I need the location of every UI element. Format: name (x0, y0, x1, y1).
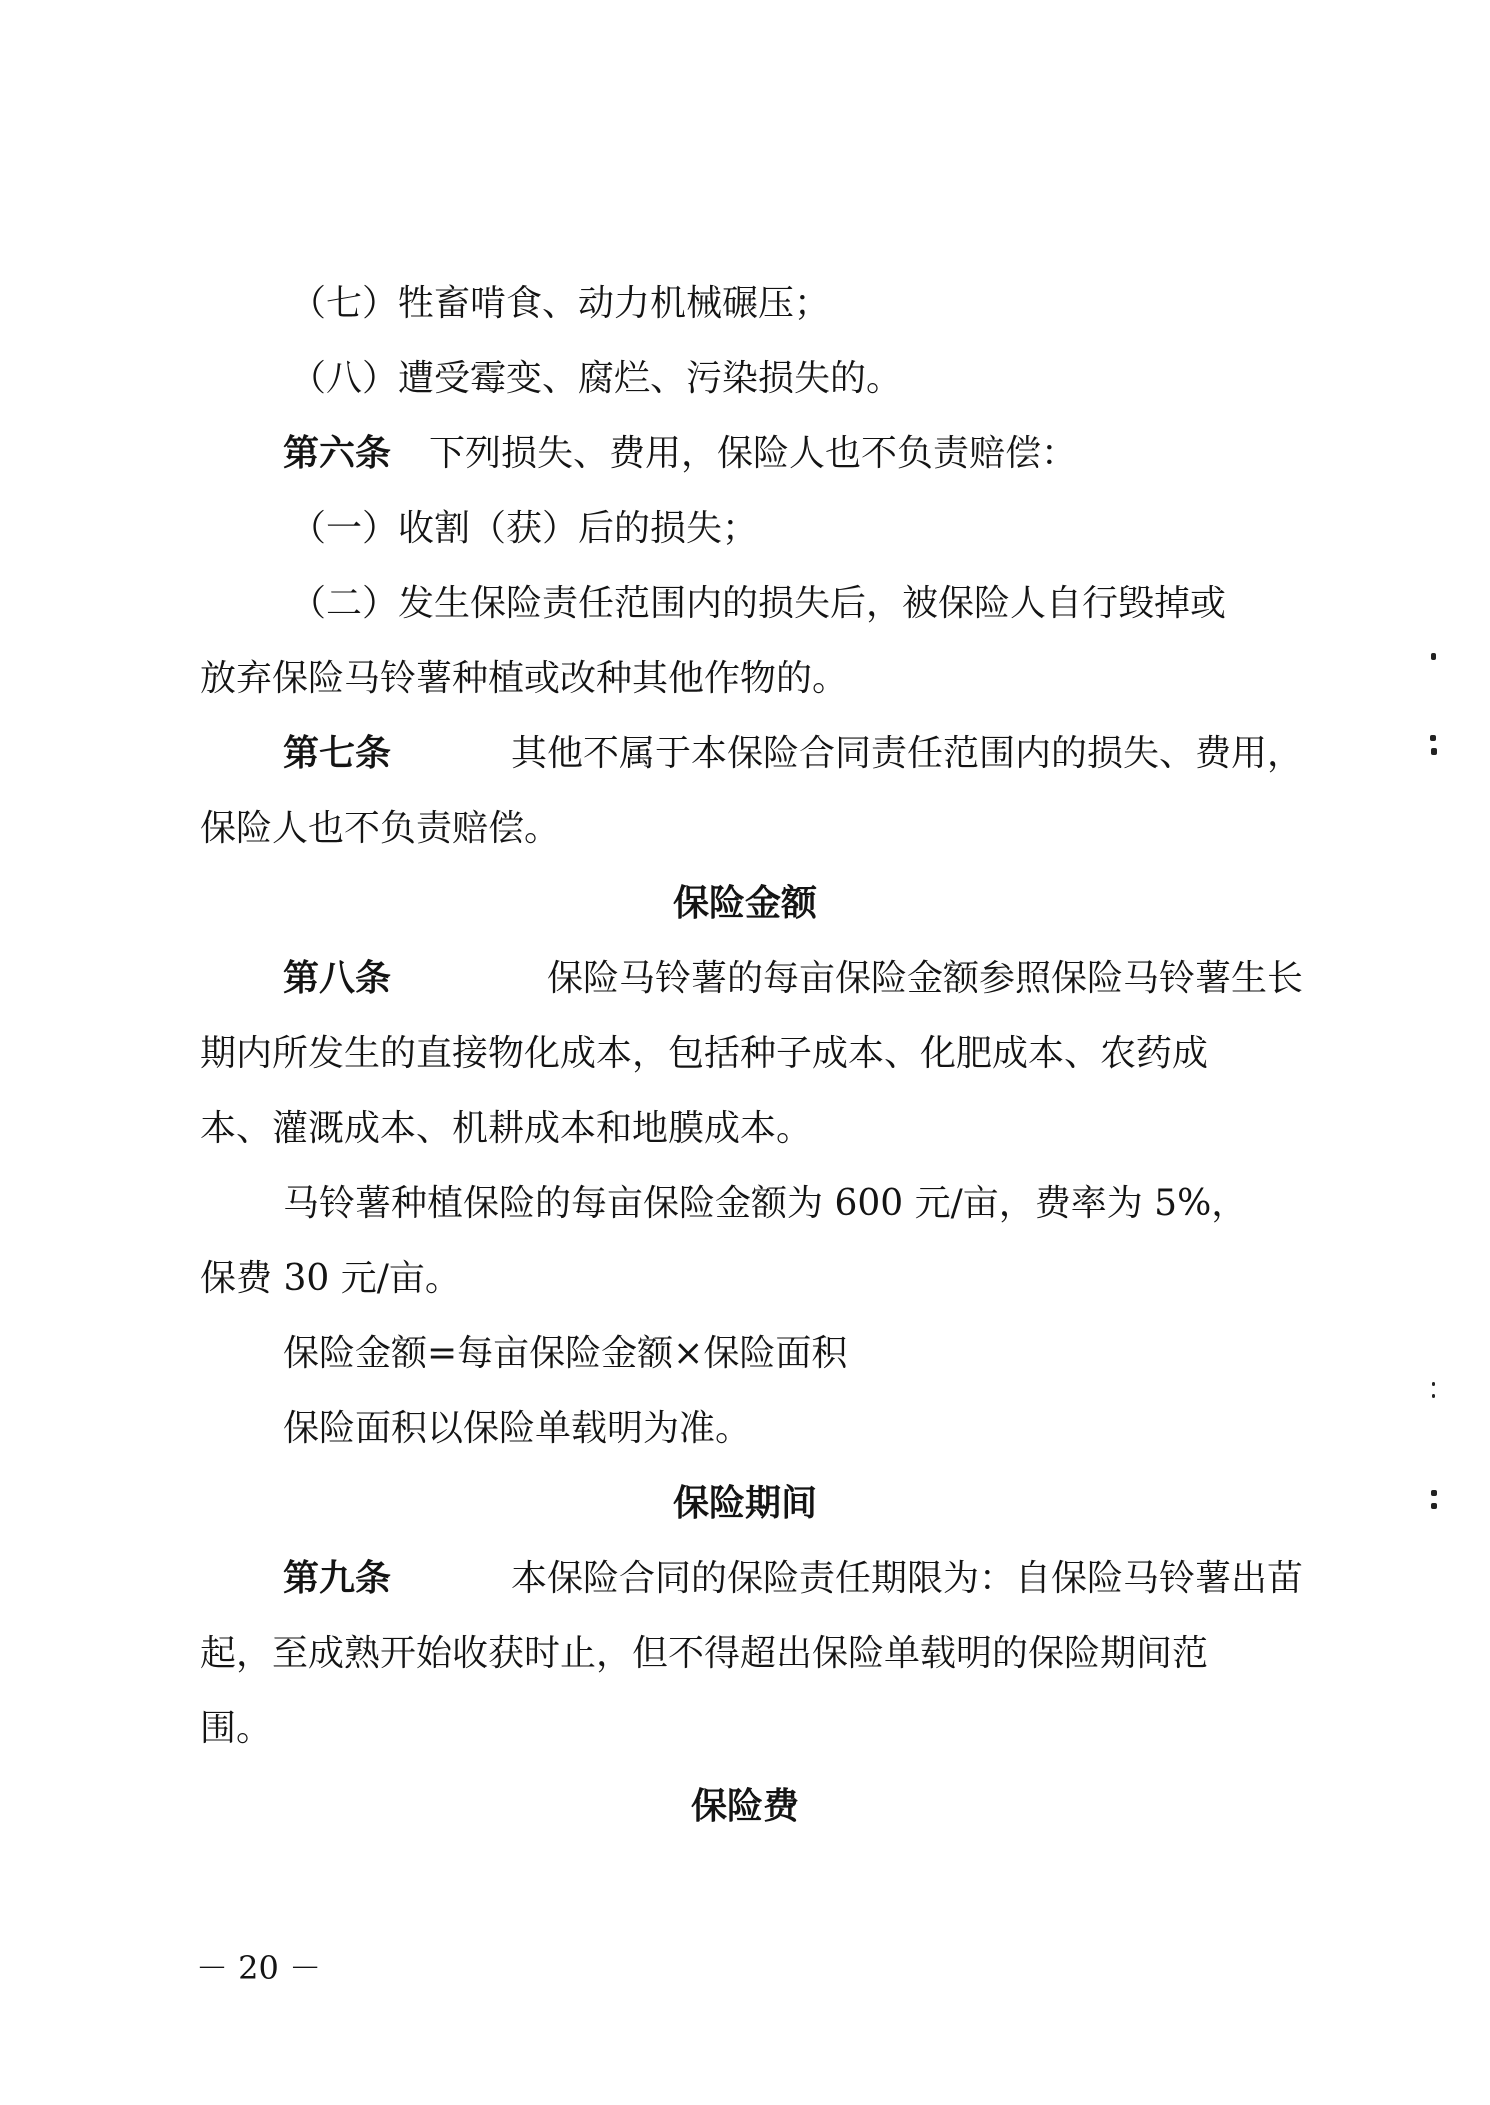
scan-mark (1431, 1490, 1437, 1496)
scan-mark (1430, 735, 1436, 741)
scan-mark (1432, 1382, 1435, 1386)
page-number: － 20 － (196, 1949, 322, 1987)
article-9-label: 第九条 (283, 1558, 392, 1599)
article-9-first-line (283, 1557, 1303, 1601)
insured-area-note: 保险面积以保险单载明为准。 (283, 1408, 752, 1449)
article-9-line-1: 本保险合同的保险责任期限为：自保险马铃薯出苗 (510, 1558, 1303, 1599)
article-9-line-3: 围。 (200, 1708, 273, 1749)
scan-mark (1432, 1394, 1435, 1398)
scan-mark (1431, 748, 1437, 755)
item-seven: （七）牲畜啃食、动力机械碾压； (290, 283, 831, 324)
scan-mark (1431, 653, 1436, 660)
article-6-first-line (283, 432, 1077, 476)
article-6-text: 下列损失、费用，保险人也不负责赔偿： (429, 433, 1078, 474)
article-8-line-3: 本、灌溉成本、机耕成本和地膜成本。 (200, 1108, 813, 1149)
section-heading-premium: 保险费 (690, 1786, 799, 1827)
section-heading-period: 保险期间 (672, 1483, 817, 1524)
article-6-item-1: （一）收割（获）后的损失； (290, 508, 759, 549)
sum-insured-formula: 保险金额=每亩保险金额×保险面积 (283, 1333, 848, 1374)
article-7-line-2: 保险人也不负责赔偿。 (200, 808, 561, 849)
article-6-label: 第六条 (283, 433, 392, 474)
section-heading-sum-insured: 保险金额 (672, 883, 817, 924)
article-7-line-1: 其他不属于本保险合同责任范围内的损失、费用， (510, 733, 1303, 774)
article-6-item-2-line-1: （二）发生保险责任范围内的损失后，被保险人自行毁掉或 (290, 583, 1227, 624)
article-8-line-1: 保险马铃薯的每亩保险金额参照保险马铃薯生长 (546, 958, 1303, 999)
article-6-item-2-line-2: 放弃保险马铃薯种植或改种其他作物的。 (200, 658, 849, 699)
article-7-first-line (283, 732, 1303, 776)
article-8-line-2: 期内所发生的直接物化成本，包括种子成本、化肥成本、农药成 (200, 1033, 1209, 1074)
article-7-label: 第七条 (283, 733, 392, 774)
article-8-paragraph-2-line-2: 保费 30 元/亩。 (200, 1258, 461, 1299)
article-8-paragraph-2-line-1: 马铃薯种植保险的每亩保险金额为 600 元/亩，费率为 5%， (283, 1183, 1248, 1224)
article-8-label: 第八条 (283, 958, 392, 999)
article-8-first-line (283, 957, 1303, 1001)
item-eight: （八）遭受霉变、腐烂、污染损失的。 (290, 358, 903, 399)
scan-mark (1431, 1503, 1437, 1509)
article-9-line-2: 起，至成熟开始收获时止，但不得超出保险单载明的保险期间范 (200, 1633, 1209, 1674)
